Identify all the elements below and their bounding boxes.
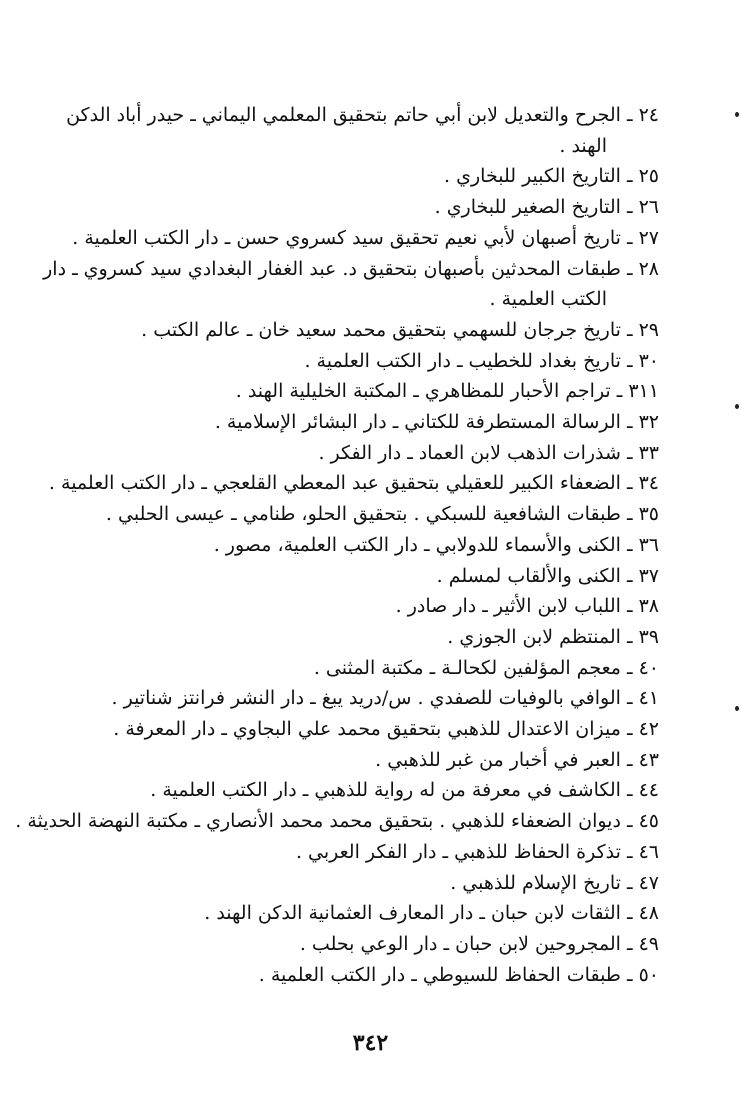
list-item (39, 346, 659, 377)
entry-text: ٣٠ ـ تاريخ بغداد للخطيب ـ دار الكتب العلمية . (304, 349, 659, 372)
list-item (39, 499, 659, 530)
list-item (39, 929, 659, 960)
entry-text: ٢٤ ـ الجرح والتعديل لابن أبي حاتم بتحقيق المعلمي اليماني ـ حيدر أباد الدكن (66, 104, 659, 126)
entry-text: ٤٠ ـ معجم المؤلفين لكحالـة ـ مكتبة المثنى . (313, 656, 659, 679)
list-item (39, 775, 659, 806)
list-item (39, 530, 659, 561)
entry-text: ٤٤ ـ الكاشف في معرفة من له رواية للذهبي ـ دار الكتب العلمية . (150, 779, 659, 802)
entry-text: ٢٨ ـ طبقات المحدثين بأصبهان بتحقيق د. عبد الغفار البغدادي سيد كسروي ـ دار (43, 257, 659, 280)
entry-text: ٤١ ـ الوافي بالوفيات للصفدي . س/دريد يبغ ـ دار النشر فرانتز شناتير . (111, 687, 659, 710)
entry-text: ٤٦ ـ تذكرة الحفاظ للذهبي ـ دار الفكر العربي . (295, 840, 659, 863)
list-item (39, 407, 659, 438)
scan-speck (735, 706, 739, 711)
entry-text: ٣٨ ـ اللباب لابن الأثير ـ دار صادر . (395, 595, 659, 618)
entry-text: ٣٢ ـ الرسالة المستطرفة للكتاني ـ دار البشائر الإسلامية . (214, 411, 659, 434)
entry-text: ٤٣ ـ العبر في أخبار من غبر للذهبي . (375, 748, 659, 771)
scan-speck (735, 404, 739, 409)
list-item (39, 376, 659, 407)
list-item (39, 898, 659, 929)
list-item (15, 806, 659, 837)
entry-text: ٤٧ ـ تاريخ الإسلام للذهبي . (450, 871, 659, 894)
entry-text: ٢٩ ـ تاريخ جرجان للسهمي بتحقيق محمد سعيد خان ـ عالم الكتب . (141, 318, 659, 341)
list-item (39, 161, 659, 192)
page-number: ٣٤٢ (352, 1030, 389, 1056)
list-item (39, 468, 659, 499)
entry-continuation: الهند . (559, 134, 607, 157)
entry-text: ٢٧ ـ تاريخ أصبهان لأبي نعيم تحقيق سيد كسروي حسن ـ دار الكتب العلمية . (72, 226, 659, 249)
list-item (39, 100, 659, 161)
list-item (39, 653, 659, 684)
list-item (39, 683, 659, 714)
entry-text: ٣٧ ـ الكنى والألقاب لمسلم . (436, 564, 659, 587)
list-item (39, 714, 659, 745)
entry-text: ٢٦ ـ التاريخ الصغير للبخاري . (434, 196, 659, 219)
list-item (39, 868, 659, 899)
entry-text: ٣٥ ـ طبقات الشافعية للسبكي . بتحقيق الحلو، طنامي ـ عيسى الحلبي . (105, 503, 659, 526)
entry-text: ٣٤ ـ الضعفاء الكبير للعقيلي بتحقيق عبد المعطي القلعجي ـ دار الكتب العلمية . (48, 472, 659, 495)
list-item (39, 591, 659, 622)
entry-text: ٥٠ ـ طبقات الحفاظ للسيوطي ـ دار الكتب العلمية . (258, 963, 659, 986)
list-item (39, 622, 659, 653)
entry-text: ٣٣ ـ شذرات الذهب لابن العماد ـ دار الفكر . (318, 441, 659, 464)
entry-text: ٤٥ ـ ديوان الضعفاء للذهبي . بتحقيق محمد محمد الأنصاري ـ مكتبة النهضة الحديثة . (15, 810, 659, 833)
list-item (39, 837, 659, 868)
bibliography-list (15, 100, 659, 990)
list-item (39, 315, 659, 346)
entry-text: ٤٢ ـ ميزان الاعتدال للذهبي بتحقيق محمد علي البجاوي ـ دار المعرفة . (113, 718, 659, 741)
list-item (39, 192, 659, 223)
entry-text: ٣٩ ـ المنتظم لابن الجوزي . (447, 625, 659, 648)
entry-text: ٢٥ ـ التاريخ الكبير للبخاري . (444, 165, 659, 188)
entry-text: ٤٩ ـ المجروحين لابن حبان ـ دار الوعي بحلب . (299, 932, 659, 955)
list-item (39, 561, 659, 592)
list-item (39, 254, 659, 315)
list-item (39, 223, 659, 254)
entry-text: ٤٨ ـ الثقات لابن حبان ـ دار المعارف العثمانية الدكن الهند . (204, 902, 659, 925)
entry-text: ٣١١ ـ تراجم الأحبار للمظاهري ـ المكتبة الخليلية الهند . (235, 380, 659, 403)
list-item (39, 438, 659, 469)
scan-speck (735, 112, 739, 117)
entry-text: ٣٦ ـ الكنى والأسماء للدولابي ـ دار الكتب العلمية، مصور . (213, 533, 659, 556)
entry-continuation: الكتب العلمية . (489, 288, 607, 311)
list-item (39, 960, 659, 991)
list-item (39, 745, 659, 776)
